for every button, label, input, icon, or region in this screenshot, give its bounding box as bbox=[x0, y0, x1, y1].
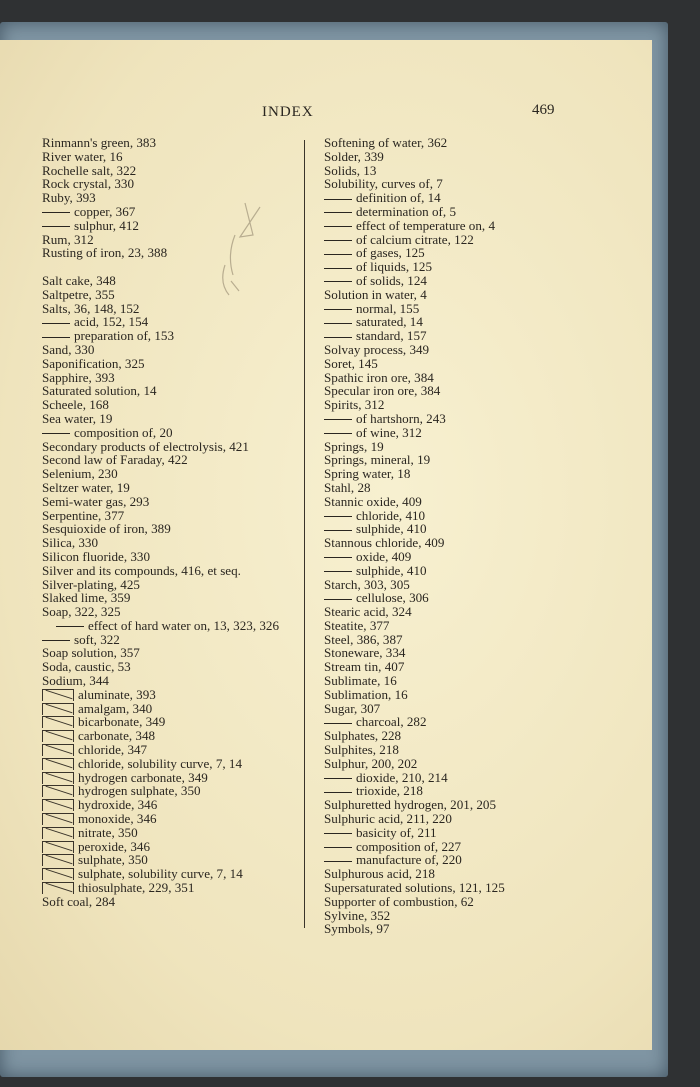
index-entry bbox=[324, 674, 586, 688]
index-entry-text: Steatite, 377 bbox=[324, 617, 390, 633]
index-entry-text: of wine, 312 bbox=[356, 424, 422, 440]
index-entry-text: Symbols, 97 bbox=[324, 921, 390, 937]
index-entry bbox=[42, 757, 292, 771]
index-entry-text: Saturated solution, 14 bbox=[42, 383, 157, 399]
dash-mark bbox=[42, 433, 70, 434]
index-entry-text: Saltpetre, 355 bbox=[42, 286, 115, 302]
index-entry-text: Soap, 322, 325 bbox=[42, 604, 121, 620]
index-entry bbox=[42, 150, 292, 164]
index-entry-text: Stannic oxide, 409 bbox=[324, 493, 422, 509]
index-entry-text: Steel, 386, 387 bbox=[324, 631, 403, 647]
index-entry-text: Semi-water gas, 293 bbox=[42, 493, 150, 509]
index-entry bbox=[42, 771, 292, 785]
index-entry-text: Stearic acid, 324 bbox=[324, 604, 412, 620]
index-entry-text: Spirits, 312 bbox=[324, 397, 385, 413]
index-column-right bbox=[324, 136, 586, 936]
index-entry bbox=[42, 467, 292, 481]
index-entry bbox=[42, 619, 292, 633]
index-entry-text: Sulphur, 200, 202 bbox=[324, 755, 418, 771]
index-entry-text: Sulphuretted hydrogen, 201, 205 bbox=[324, 797, 497, 813]
index-entry bbox=[324, 509, 586, 523]
index-entry-text: Supporter of combustion, 62 bbox=[324, 893, 474, 909]
dash-mark bbox=[324, 571, 352, 572]
index-entry bbox=[42, 495, 292, 509]
dash-mark bbox=[324, 530, 352, 531]
bracket-mark bbox=[42, 854, 74, 866]
index-entry bbox=[324, 784, 586, 798]
index-entry bbox=[324, 384, 586, 398]
index-entry-text: chloride, 410 bbox=[356, 507, 426, 523]
index-entry bbox=[324, 467, 586, 481]
index-entry-text: Spring water, 18 bbox=[324, 466, 411, 482]
index-entry-text: sulphide, 410 bbox=[356, 562, 427, 578]
index-entry bbox=[324, 357, 586, 371]
index-entry bbox=[324, 481, 586, 495]
index-entry-text: Rinmann's green, 383 bbox=[42, 135, 157, 150]
index-entry bbox=[324, 702, 586, 716]
index-entry bbox=[324, 729, 586, 743]
index-entry-text: acid, 152, 154 bbox=[74, 314, 149, 330]
index-entry-text: monoxide, 346 bbox=[78, 811, 157, 827]
index-entry-text: Sublimation, 16 bbox=[324, 686, 408, 702]
index-entry-text: Solution in water, 4 bbox=[324, 286, 427, 302]
dash-mark bbox=[324, 419, 352, 420]
index-entry bbox=[42, 784, 292, 798]
index-entry bbox=[42, 453, 292, 467]
index-entry-text: of gases, 125 bbox=[356, 245, 425, 261]
index-entry bbox=[324, 743, 586, 757]
index-entry-text: basicity of, 211 bbox=[356, 824, 437, 840]
index-entry-text: hydrogen sulphate, 350 bbox=[78, 783, 201, 799]
bracket-mark bbox=[42, 772, 74, 784]
index-entry-text: nitrate, 350 bbox=[78, 824, 138, 840]
index-entry bbox=[324, 315, 586, 329]
index-entry-text: charcoal, 282 bbox=[356, 714, 427, 730]
dash-mark bbox=[324, 723, 352, 724]
index-entry bbox=[42, 164, 292, 178]
index-entry bbox=[324, 233, 586, 247]
index-entry bbox=[324, 453, 586, 467]
index-entry bbox=[324, 343, 586, 357]
index-entry-text: standard, 157 bbox=[356, 328, 427, 344]
dash-mark bbox=[42, 212, 70, 213]
dash-mark bbox=[324, 268, 352, 269]
index-entry bbox=[42, 509, 292, 523]
index-entry-text: Saponification, 325 bbox=[42, 355, 145, 371]
index-entry bbox=[324, 191, 586, 205]
index-entry bbox=[42, 564, 292, 578]
index-entry bbox=[324, 177, 586, 191]
index-entry bbox=[324, 633, 586, 647]
dash-mark bbox=[324, 778, 352, 779]
index-entry-text: of calcium citrate, 122 bbox=[356, 231, 474, 247]
dash-mark bbox=[324, 309, 352, 310]
dash-mark bbox=[324, 599, 352, 600]
index-entry-text: Sulphites, 218 bbox=[324, 742, 399, 758]
index-entry bbox=[324, 536, 586, 550]
index-entry bbox=[42, 412, 292, 426]
index-entry-text: Secondary products of electrolysis, 421 bbox=[42, 438, 249, 454]
index-entry bbox=[42, 536, 292, 550]
index-entry bbox=[324, 840, 586, 854]
index-column-left bbox=[42, 136, 292, 909]
index-entry bbox=[42, 674, 292, 688]
index-entry-text: soft, 322 bbox=[74, 631, 120, 647]
index-entry-text: Silver and its compounds, 416, et seq. bbox=[42, 562, 241, 578]
index-entry bbox=[42, 743, 292, 757]
index-entry-text: Slaked lime, 359 bbox=[42, 590, 131, 606]
index-entry-text: Springs, 19 bbox=[324, 438, 384, 454]
bracket-mark bbox=[42, 744, 74, 756]
index-entry-text: Salts, 36, 148, 152 bbox=[42, 300, 140, 316]
index-entry-text: chloride, 347 bbox=[78, 742, 148, 758]
index-entry bbox=[324, 715, 586, 729]
dash-mark bbox=[324, 433, 352, 434]
index-entry bbox=[324, 591, 586, 605]
index-entry-text: Sodium, 344 bbox=[42, 673, 109, 689]
index-entry bbox=[324, 605, 586, 619]
index-entry-text: Solubility, curves of, 7 bbox=[324, 176, 443, 192]
index-entry bbox=[42, 702, 292, 716]
index-entry-text: sulphur, 412 bbox=[74, 217, 139, 233]
index-entry bbox=[324, 909, 586, 923]
dash-mark bbox=[324, 240, 352, 241]
index-entry-text: Sugar, 307 bbox=[324, 700, 381, 716]
bracket-mark bbox=[42, 758, 74, 770]
index-entry-text: Solder, 339 bbox=[324, 148, 384, 164]
index-entry bbox=[42, 246, 292, 260]
index-entry bbox=[42, 881, 292, 895]
dash-mark bbox=[324, 254, 352, 255]
index-entry bbox=[324, 853, 586, 867]
index-entry bbox=[42, 329, 292, 343]
index-entry-text: normal, 155 bbox=[356, 300, 420, 316]
index-entry bbox=[324, 219, 586, 233]
index-entry-text: Rum, 312 bbox=[42, 231, 94, 247]
index-entry-text: determination of, 5 bbox=[356, 203, 456, 219]
index-entry-text: Sublimate, 16 bbox=[324, 673, 397, 689]
index-entry-text: effect of temperature on, 4 bbox=[356, 217, 495, 233]
index-entry bbox=[324, 274, 586, 288]
index-entry bbox=[42, 826, 292, 840]
index-entry-text: oxide, 409 bbox=[356, 548, 412, 564]
index-entry-text: Second law of Faraday, 422 bbox=[42, 452, 188, 468]
index-entry bbox=[324, 895, 586, 909]
page-number: 469 bbox=[532, 102, 555, 118]
index-entry bbox=[324, 522, 586, 536]
dash-mark bbox=[324, 557, 352, 558]
index-entry bbox=[324, 881, 586, 895]
index-entry-text: Salt cake, 348 bbox=[42, 272, 116, 288]
dash-mark bbox=[324, 226, 352, 227]
index-entry-text: Sesquioxide of iron, 389 bbox=[42, 521, 171, 537]
index-entry-text: trioxide, 218 bbox=[356, 783, 423, 799]
index-entry bbox=[324, 757, 586, 771]
index-entry-text: amalgam, 340 bbox=[78, 700, 153, 716]
index-entry-text: Silver-plating, 425 bbox=[42, 576, 140, 592]
index-entry-text: Rock crystal, 330 bbox=[42, 176, 135, 192]
index-entry-text: Solvay process, 349 bbox=[324, 341, 430, 357]
bracket-mark bbox=[42, 799, 74, 811]
index-entry bbox=[42, 895, 292, 909]
index-entry-text: sulphate, solubility curve, 7, 14 bbox=[78, 866, 243, 882]
index-entry-text: definition of, 14 bbox=[356, 190, 441, 206]
dash-mark bbox=[324, 833, 352, 834]
index-entry bbox=[324, 329, 586, 343]
dash-mark bbox=[324, 212, 352, 213]
dash-mark bbox=[324, 861, 352, 862]
index-entry-text: aluminate, 393 bbox=[78, 686, 156, 702]
dash-mark bbox=[324, 792, 352, 793]
index-entry bbox=[324, 288, 586, 302]
bracket-mark bbox=[42, 703, 74, 715]
bracket-mark bbox=[42, 882, 74, 894]
index-entry-text: of solids, 124 bbox=[356, 272, 427, 288]
index-entry bbox=[42, 646, 292, 660]
index-entry-text: sulphide, 410 bbox=[356, 521, 427, 537]
index-entry bbox=[42, 274, 292, 288]
dash-mark bbox=[42, 226, 70, 227]
index-entry-text: manufacture of, 220 bbox=[356, 852, 462, 868]
index-entry bbox=[324, 771, 586, 785]
index-entry bbox=[42, 550, 292, 564]
index-entry bbox=[42, 853, 292, 867]
index-entry-text: bicarbonate, 349 bbox=[78, 714, 166, 730]
bracket-mark bbox=[42, 841, 74, 853]
bracket-mark bbox=[42, 868, 74, 880]
index-entry-text: sulphate, 350 bbox=[78, 852, 148, 868]
index-entry bbox=[42, 798, 292, 812]
index-entry-text: Stahl, 28 bbox=[324, 479, 371, 495]
index-entry-text: copper, 367 bbox=[74, 203, 136, 219]
dash-mark bbox=[42, 640, 70, 641]
index-entry-text: Sylvine, 352 bbox=[324, 907, 391, 923]
index-entry-text: Sand, 330 bbox=[42, 341, 95, 357]
index-entry bbox=[42, 688, 292, 702]
index-entry bbox=[324, 688, 586, 702]
index-entry-text: Sulphates, 228 bbox=[324, 728, 402, 744]
index-entry-text: Soft coal, 284 bbox=[42, 893, 116, 909]
index-entry-text: peroxide, 346 bbox=[78, 838, 150, 854]
index-entry-text: Specular iron ore, 384 bbox=[324, 383, 441, 399]
index-entry bbox=[324, 260, 586, 274]
index-entry bbox=[324, 302, 586, 316]
index-entry-text: Selenium, 230 bbox=[42, 466, 118, 482]
index-entry-text: Sapphire, 393 bbox=[42, 369, 115, 385]
dash-mark bbox=[42, 323, 70, 324]
bracket-mark bbox=[42, 716, 74, 728]
index-entry bbox=[324, 246, 586, 260]
index-entry-text: Silica, 330 bbox=[42, 535, 99, 551]
index-entry-text: Stannous chloride, 409 bbox=[324, 535, 445, 551]
index-entry bbox=[42, 343, 292, 357]
index-entry bbox=[324, 412, 586, 426]
index-entry bbox=[324, 371, 586, 385]
dash-mark bbox=[324, 199, 352, 200]
index-entry bbox=[42, 426, 292, 440]
index-entry bbox=[324, 440, 586, 454]
index-entry bbox=[324, 619, 586, 633]
column-divider bbox=[304, 140, 305, 928]
index-entry-text: Serpentine, 377 bbox=[42, 507, 125, 523]
index-entry bbox=[42, 812, 292, 826]
index-entry-text: composition of, 227 bbox=[356, 838, 462, 854]
index-entry bbox=[42, 384, 292, 398]
index-entry-text: Ruby, 393 bbox=[42, 190, 96, 206]
index-entry bbox=[42, 481, 292, 495]
dash-mark bbox=[324, 516, 352, 517]
index-entry bbox=[42, 729, 292, 743]
bracket-mark bbox=[42, 827, 74, 839]
bracket-mark bbox=[42, 813, 74, 825]
index-entry-text: hydroxide, 346 bbox=[78, 797, 158, 813]
index-entry bbox=[324, 564, 586, 578]
index-entry bbox=[324, 578, 586, 592]
index-entry-text: Solids, 13 bbox=[324, 162, 377, 178]
index-entry-text: Soda, caustic, 53 bbox=[42, 659, 131, 675]
index-entry-text: composition of, 20 bbox=[74, 424, 173, 440]
index-entry bbox=[324, 660, 586, 674]
index-entry-text: Sulphurous acid, 218 bbox=[324, 866, 435, 882]
index-entry bbox=[324, 136, 586, 150]
index-entry bbox=[42, 371, 292, 385]
index-entry bbox=[324, 812, 586, 826]
index-entry bbox=[42, 522, 292, 536]
index-entry-text: effect of hard water on, 13, 323, 326 bbox=[88, 617, 280, 633]
dash-mark bbox=[56, 626, 84, 627]
index-entry-text: Starch, 303, 305 bbox=[324, 576, 410, 592]
bracket-mark bbox=[42, 730, 74, 742]
index-entry-text: Soap solution, 357 bbox=[42, 645, 140, 661]
index-entry bbox=[42, 288, 292, 302]
dash-mark bbox=[324, 281, 352, 282]
index-entry-text: Spathic iron ore, 384 bbox=[324, 369, 434, 385]
dash-mark bbox=[324, 337, 352, 338]
index-entry bbox=[42, 315, 292, 329]
index-entry bbox=[42, 867, 292, 881]
index-entry bbox=[42, 840, 292, 854]
index-entry-text: hydrogen carbonate, 349 bbox=[78, 769, 208, 785]
index-entry bbox=[42, 605, 292, 619]
index-entry bbox=[42, 233, 292, 247]
index-entry bbox=[324, 426, 586, 440]
index-entry-text: Softening of water, 362 bbox=[324, 135, 448, 150]
index-entry-text: Rochelle salt, 322 bbox=[42, 162, 137, 178]
index-entry-text: preparation of, 153 bbox=[74, 328, 174, 344]
index-entry-text: cellulose, 306 bbox=[356, 590, 429, 606]
bracket-mark bbox=[42, 785, 74, 797]
index-entry bbox=[42, 177, 292, 191]
index-entry-text: dioxide, 210, 214 bbox=[356, 769, 448, 785]
index-entry-text: Springs, mineral, 19 bbox=[324, 452, 431, 468]
page-title: INDEX bbox=[262, 104, 314, 120]
index-entry bbox=[42, 633, 292, 647]
index-entry bbox=[324, 646, 586, 660]
index-entry bbox=[42, 715, 292, 729]
index-entry bbox=[42, 219, 292, 233]
index-entry bbox=[42, 357, 292, 371]
index-entry-text: River water, 16 bbox=[42, 148, 123, 164]
index-entry bbox=[324, 826, 586, 840]
index-entry-text: carbonate, 348 bbox=[78, 728, 156, 744]
index-entry-text: Sea water, 19 bbox=[42, 410, 113, 426]
index-entry-text: of hartshorn, 243 bbox=[356, 410, 446, 426]
index-entry-text: chloride, solubility curve, 7, 14 bbox=[78, 755, 243, 771]
index-entry bbox=[324, 164, 586, 178]
index-entry bbox=[42, 302, 292, 316]
page-header bbox=[0, 104, 652, 124]
index-entry-text: Sulphuric acid, 211, 220 bbox=[324, 811, 452, 827]
index-entry bbox=[324, 867, 586, 881]
dash-mark bbox=[324, 847, 352, 848]
index-entry bbox=[324, 495, 586, 509]
index-entry bbox=[324, 205, 586, 219]
bracket-mark bbox=[42, 689, 74, 701]
index-entry bbox=[324, 798, 586, 812]
index-entry-text: of liquids, 125 bbox=[356, 259, 433, 275]
index-entry bbox=[42, 398, 292, 412]
dash-mark bbox=[42, 337, 70, 338]
index-entry-text: Soret, 145 bbox=[324, 355, 378, 371]
dash-mark bbox=[324, 323, 352, 324]
index-entry bbox=[324, 398, 586, 412]
index-entry-text: thiosulphate, 229, 351 bbox=[78, 880, 195, 896]
index-entry bbox=[42, 591, 292, 605]
index-entry-text: Scheele, 168 bbox=[42, 397, 109, 413]
index-entry bbox=[42, 191, 292, 205]
index-entry bbox=[42, 136, 292, 150]
index-entry bbox=[42, 440, 292, 454]
book-page bbox=[0, 40, 652, 1050]
index-entry bbox=[324, 922, 586, 936]
index-entry-text: saturated, 14 bbox=[356, 314, 423, 330]
index-entry bbox=[324, 550, 586, 564]
index-entry-text: Rusting of iron, 23, 388 bbox=[42, 245, 168, 261]
index-entry bbox=[42, 205, 292, 219]
index-entry-text: Stream tin, 407 bbox=[324, 659, 405, 675]
index-entry-text: Silicon fluoride, 330 bbox=[42, 548, 151, 564]
index-entry bbox=[324, 150, 586, 164]
index-entry-text: Stoneware, 334 bbox=[324, 645, 406, 661]
index-entry bbox=[42, 578, 292, 592]
index-entry-text: Supersaturated solutions, 121, 125 bbox=[324, 880, 505, 896]
index-entry-text: Seltzer water, 19 bbox=[42, 479, 130, 495]
index-entry bbox=[42, 660, 292, 674]
